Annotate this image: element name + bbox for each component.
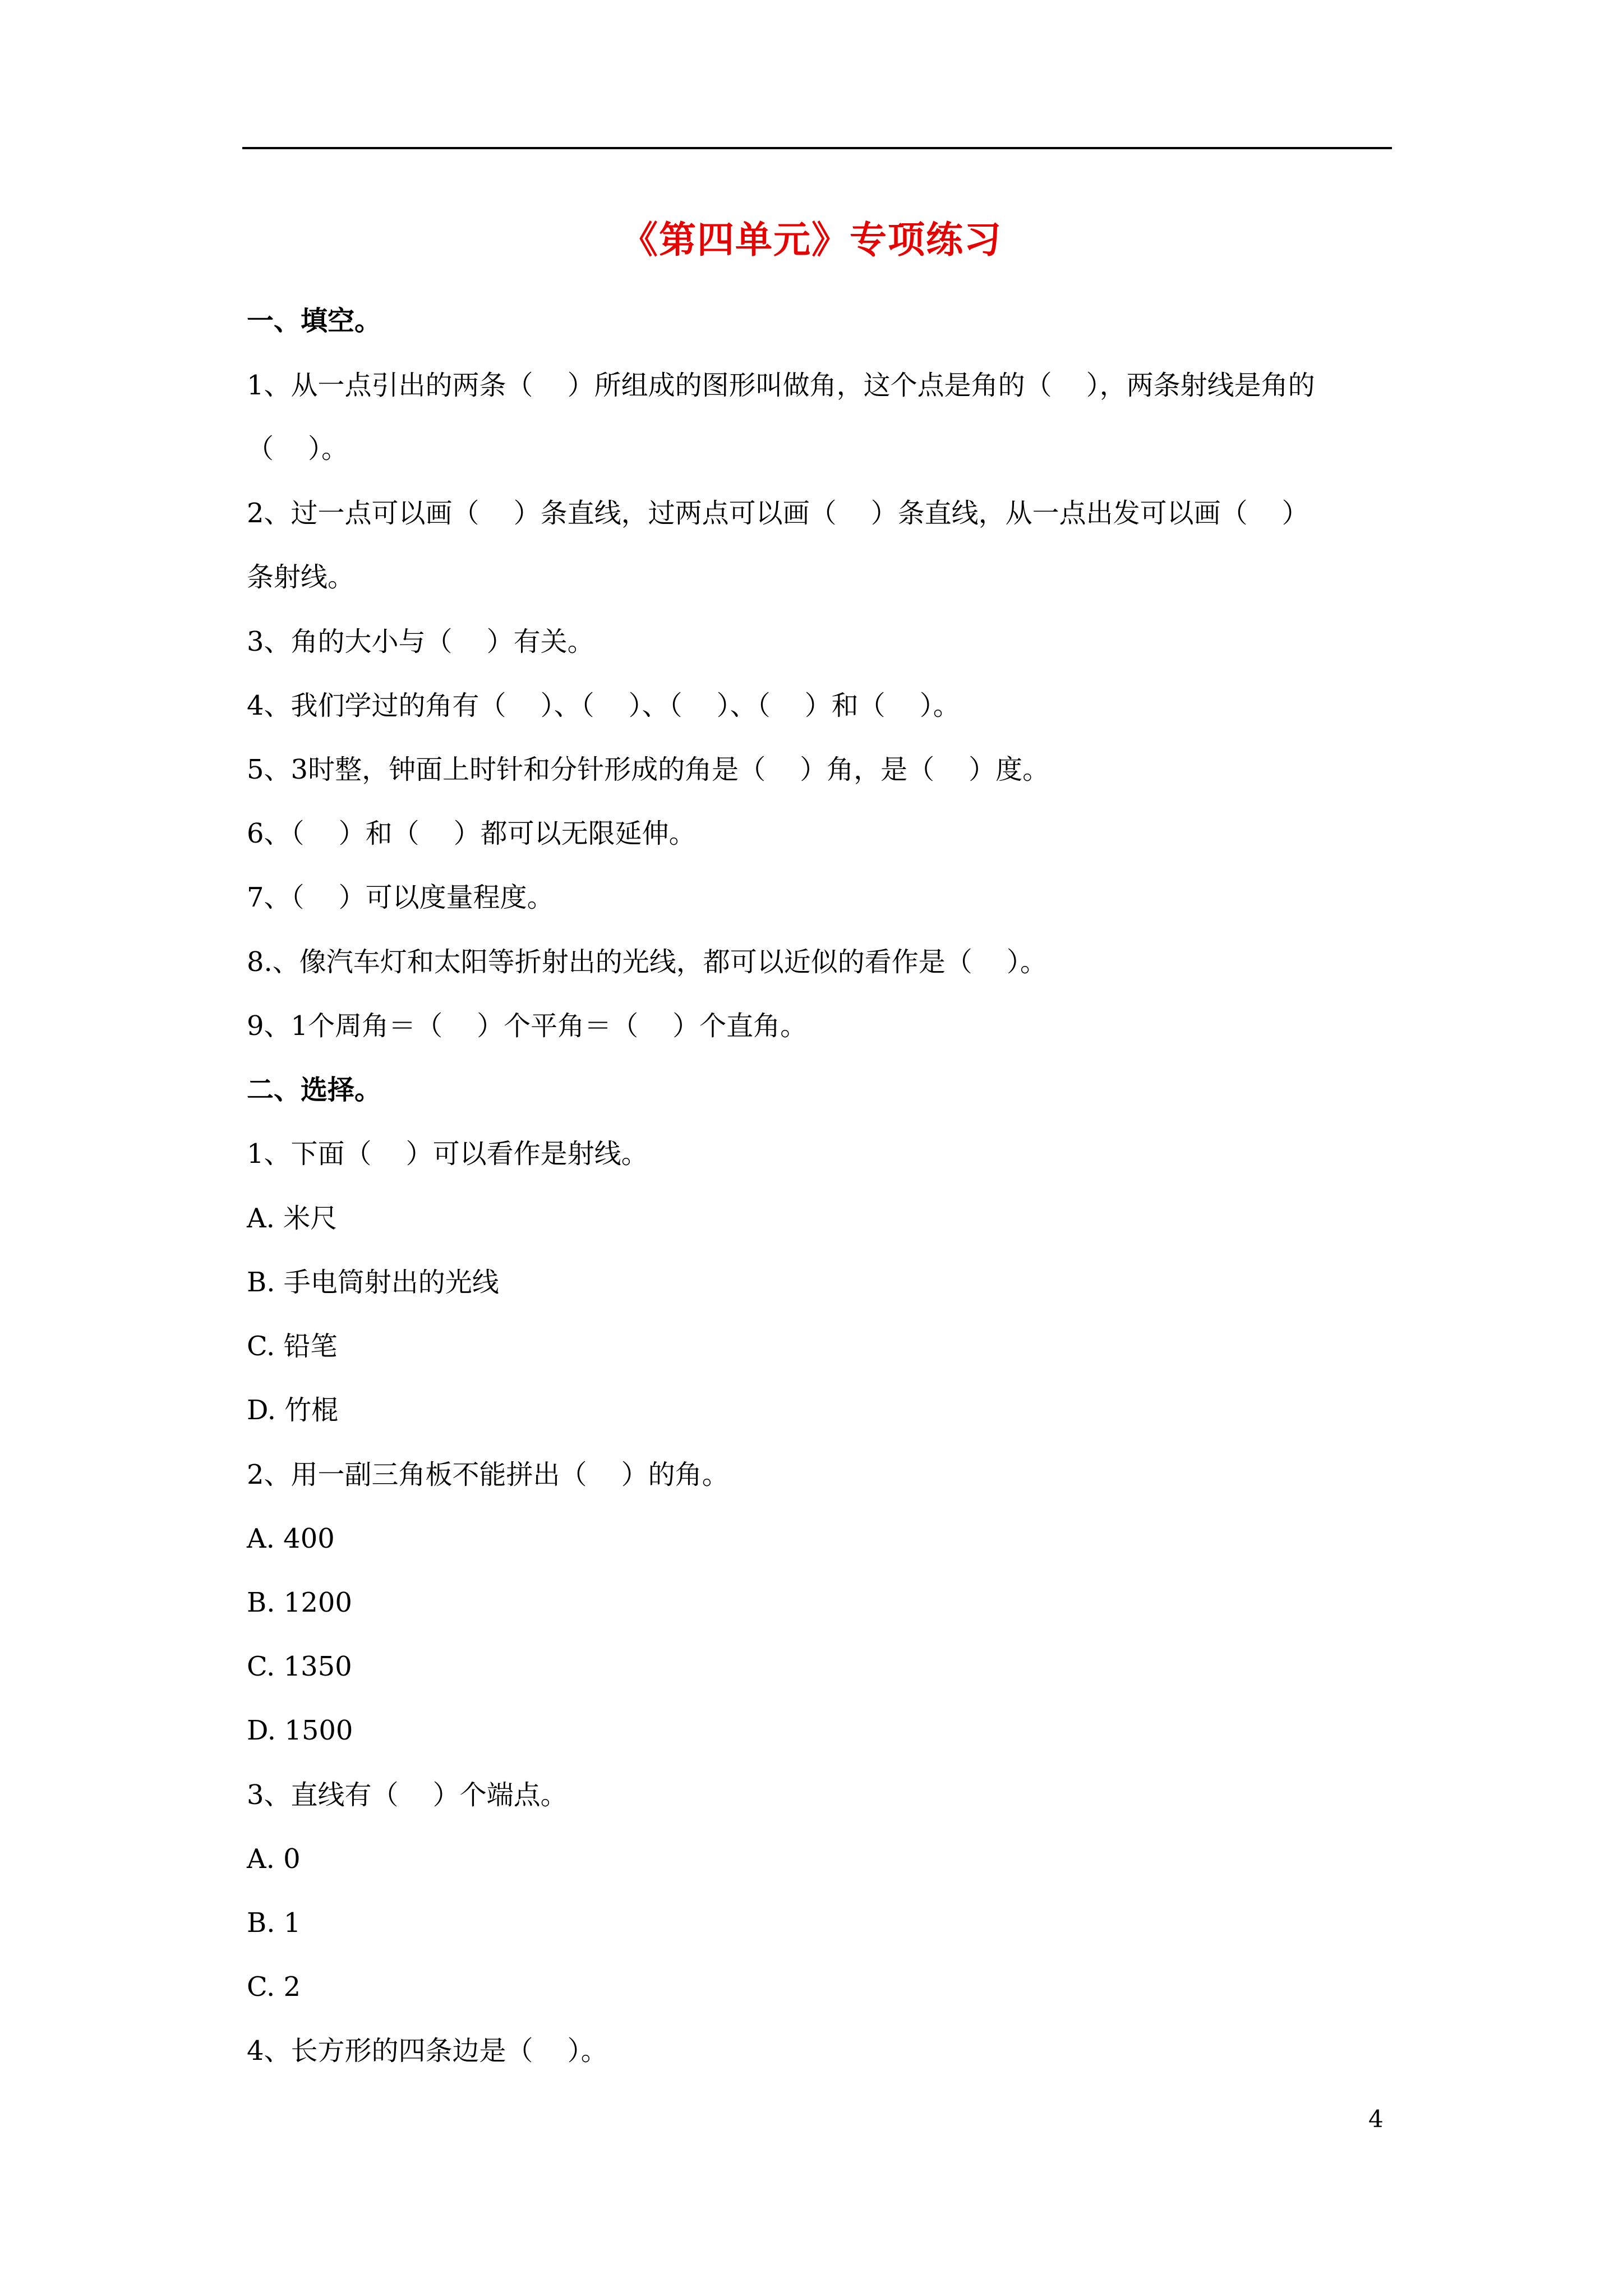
question-text: 4、我们学过的角有（ ）、（ ）、（ ）、（ ）和（ ）。 — [247, 690, 960, 721]
answer-option: C. 铅笔 — [247, 1331, 338, 1362]
question-text: 1、从一点引出的两条（ ）所组成的图形叫做角，这个点是角的（ ），两条射线是角的 — [247, 370, 1315, 401]
answer-option: C. 2 — [247, 1971, 301, 2003]
section-heading: 二、选择。 — [247, 1074, 382, 1106]
question-text: 4、长方形的四条边是（ ）。 — [247, 2035, 608, 2067]
section-heading: 一、填空。 — [247, 305, 382, 337]
answer-option: B. 手电筒射出的光线 — [247, 1267, 499, 1298]
question-text: 5、3时整，钟面上时针和分针形成的角是（ ）角，是（ ）度。 — [247, 754, 1050, 785]
question-text: 2、过一点可以画（ ）条直线，过两点可以画（ ）条直线，从一点出发可以画（ ） — [247, 498, 1309, 529]
answer-option: A. 400 — [247, 1523, 335, 1554]
answer-option: C. 1350 — [247, 1651, 352, 1682]
question-text: 2、用一副三角板不能拼出（ ）的角。 — [247, 1459, 729, 1490]
answer-option: A. 0 — [247, 1843, 301, 1875]
question-text: 6、（ ）和（ ）都可以无限延伸。 — [247, 818, 696, 849]
answer-option: A. 米尺 — [247, 1203, 338, 1234]
answer-option: D. 竹棍 — [247, 1395, 339, 1426]
question-text: 8.、像汽车灯和太阳等折射出的光线，都可以近似的看作是（ ）。 — [247, 946, 1047, 978]
question-text: 1、下面（ ）可以看作是射线。 — [247, 1138, 648, 1170]
question-text: 3、角的大小与（ ）有关。 — [247, 626, 594, 657]
question-text-continued: 条射线。 — [247, 562, 355, 593]
answer-option: B. 1200 — [247, 1587, 352, 1618]
question-text-continued: （ ）。 — [247, 433, 349, 464]
page-title: 《第四单元》专项练习 — [621, 218, 1002, 261]
question-text: 7、（ ）可以度量程度。 — [247, 882, 554, 913]
answer-option: B. 1 — [247, 1907, 301, 1939]
header-rule — [242, 147, 1392, 149]
question-text: 9、1个周角＝（ ）个平角＝（ ）个直角。 — [247, 1010, 808, 1042]
question-text: 3、直线有（ ）个端点。 — [247, 1779, 568, 1811]
page-number: 4 — [1368, 2105, 1384, 2133]
answer-option: D. 1500 — [247, 1715, 353, 1746]
